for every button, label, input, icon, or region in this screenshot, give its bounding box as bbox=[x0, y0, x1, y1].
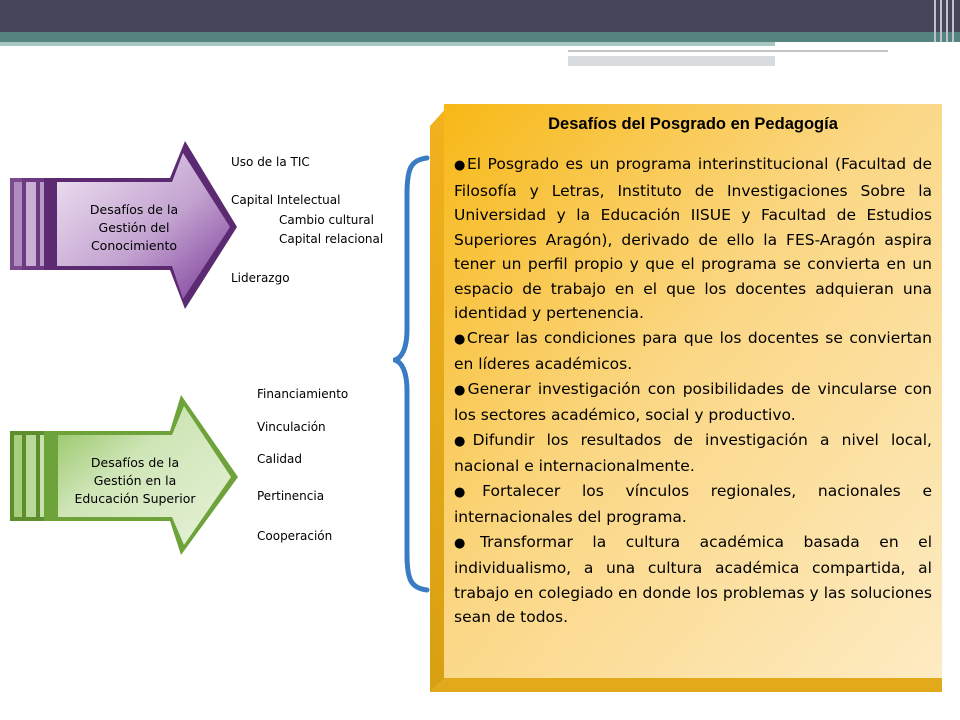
challenges-panel-content bbox=[454, 112, 932, 630]
higher-ed-item: Calidad bbox=[257, 452, 302, 466]
bullet-icon: ● bbox=[454, 535, 480, 551]
panel-bullet-text: El Posgrado es un programa interinstitucional (Facultad de Filosofía y Letras, Instituto de Investigaciones Sobre la Universidad y la Educación IISUE y Facultad de Estudios Superiores Aragón), derivado de ello la FES-Aragón aspira tener un perfil propio y que el programa se convierta en un espacio de trabajo en el que los docentes adquieran una identidad y pertenencia. bbox=[454, 155, 932, 322]
header-bar bbox=[0, 0, 960, 32]
bullet-icon: ● bbox=[454, 484, 483, 500]
knowledge-item: Liderazgo bbox=[231, 271, 290, 285]
panel-bullet-text: Difundir los resultados de investigación a nivel local, nacional e internacionalmente. bbox=[454, 430, 932, 475]
panel-bullet bbox=[454, 377, 932, 428]
higher-ed-item: Vinculación bbox=[257, 420, 326, 434]
panel-bullet bbox=[454, 479, 932, 530]
bullet-icon: ● bbox=[454, 382, 468, 398]
panel-bullet bbox=[454, 152, 932, 326]
knowledge-item: Cambio cultural bbox=[279, 213, 374, 227]
knowledge-arrow-label: Desafíos de la Gestión del Conocimiento bbox=[89, 202, 179, 253]
higher-ed-item: Pertinencia bbox=[257, 489, 325, 503]
panel-bullet bbox=[454, 326, 932, 377]
panel-bullet-text: Generar investigación con posibilidades de vincularse con los sectores académico, social y productivo. bbox=[454, 379, 933, 424]
panel-bullet-text: Fortalecer los vínculos regionales, nacionales e internacionales del programa. bbox=[454, 481, 933, 526]
panel-bullet-text: Transformar la cultura académica basada en el individualismo, a una cultura académica compartida, al trabajo en colegiado en donde los problemas y las soluciones sean de todos. bbox=[454, 532, 933, 626]
panel-bullet bbox=[454, 530, 932, 630]
panel-bullet bbox=[454, 428, 932, 479]
higher-ed-item: Cooperación bbox=[257, 529, 333, 543]
higher-ed-arrow-label: Desafíos de la Gestión en la Educación Superior bbox=[74, 455, 196, 506]
curly-brace bbox=[393, 154, 433, 594]
bullet-icon: ● bbox=[454, 433, 473, 449]
higher-ed-item: Financiamiento bbox=[257, 387, 349, 401]
knowledge-item: Capital Intelectual bbox=[231, 193, 341, 207]
corner-stripes bbox=[928, 0, 960, 42]
panel-title: Desafíos del Posgrado en Pedagogía bbox=[548, 115, 838, 133]
header-accent-line bbox=[0, 42, 775, 46]
header-accent-bar bbox=[0, 32, 960, 42]
knowledge-item: Uso de la TIC bbox=[231, 155, 310, 169]
header-thin-line bbox=[568, 50, 888, 52]
header-grey-block bbox=[568, 56, 775, 66]
bullet-icon: ● bbox=[454, 331, 467, 347]
knowledge-item: Capital relacional bbox=[279, 232, 384, 246]
bullet-icon: ● bbox=[454, 158, 467, 173]
panel-bullet-text: Crear las condiciones para que los docentes se conviertan en líderes académicos. bbox=[454, 328, 933, 373]
